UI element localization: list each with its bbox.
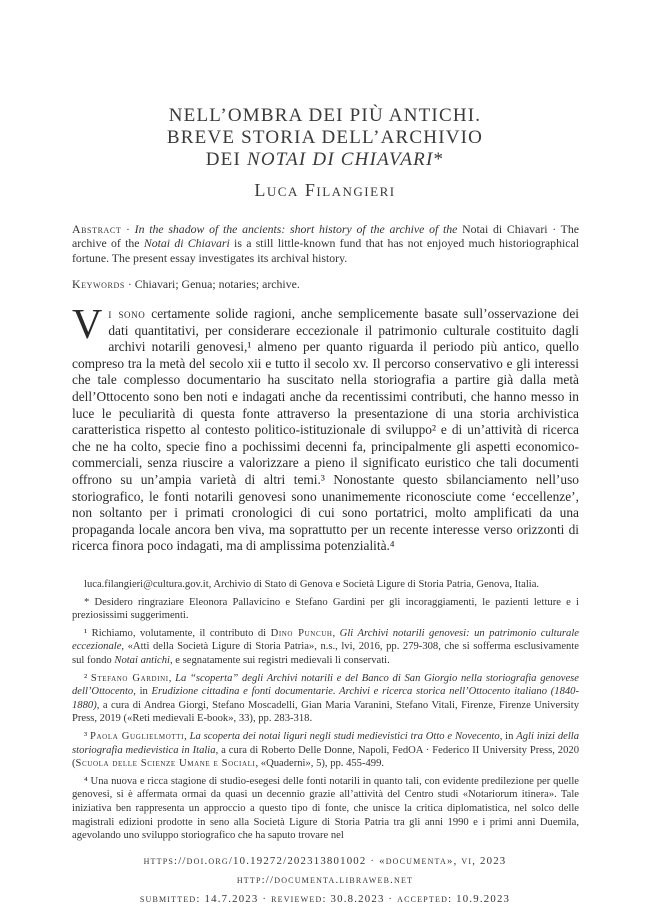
- drop-cap: V: [72, 302, 103, 348]
- keywords-label: Keywords: [72, 277, 125, 291]
- body-first-word: i sono: [108, 306, 146, 321]
- abstract-sep: ·: [121, 222, 135, 236]
- title-line-3: [0, 149, 650, 171]
- fn2-a: ²: [84, 672, 91, 684]
- footnote-2: [72, 672, 579, 726]
- fn3-c: , a cura di Roberto Delle Donne, Napoli, FedOA · Federico II University Press, 2020 (: [72, 744, 579, 770]
- footer-url: http://documenta.libraweb.net: [236, 874, 414, 886]
- footnote-1: [72, 627, 579, 668]
- abstract-sep-2: ·: [547, 222, 561, 236]
- keywords-text: Chiavari; Genua; notaries; archive.: [134, 277, 300, 291]
- abstract-text-before: The archive of the: [72, 222, 580, 251]
- abstract-text-after: is a still little-known fund that has not enjoyed much historiographical fortune. The present essay investigates its archival history.: [72, 236, 579, 265]
- title-line-3-italic: NOTAI DI CHIAVARI: [246, 149, 434, 170]
- fn3-b: , in: [499, 730, 517, 742]
- body-text: certamente solide ragioni, anche semplicemente basate sull’osservazione dei dati quantitativi, per considerare eccezionale il patrimonio culturale costituito dagli archivi notarili genovesi,¹ almeno per quanto riguarda il periodo più antico, quello compreso tra la metà del secolo xii e tutto il secolo xv. Il percorso conservativo e gli interessi che tale complesso documentario ha suscitato nella storiografia a partire già dalla metà dell’Ottocento sono ben noti e indagati anche da recentissimi contributi, che hanno messo in luce le peculiarità di questa fonte attraverso la presentazione di una storia archivistica caratteristica rispetto al contesto politico-istituzionale di sviluppo² e di un’attività di ricerca che ne ha colto, specie fino a pochissimi decenni fa, principalmente gli aspetti economico-commerciali, senza riuscire a valorizzare a pieno il significato euristico che tali documenti offrono su un’ampia varietà di altri temi.³ Nonostante questo sbilanciamento nell’uso storiografico, le fonti notarili genovesi sono unanimemente riconosciute come ‘eccellenze’, non soltanto per i primati cronologici di cui sono portatrici, molto amplificati da una propaganda locale ancora ben viva, ma soprattutto per un recente interesse verso orizzonti di ricerca finora poco indagati, ma di amplissima potenzialità.⁴: [72, 306, 579, 554]
- title-star: *: [433, 149, 445, 170]
- abstract-title-end: Notai di Chiavari: [457, 222, 548, 236]
- fn1-c: , e segnatamente sui registri medievali lì conservati.: [170, 654, 390, 666]
- footnotes: [72, 578, 579, 847]
- fn1-italic-2: Notai antichi: [114, 654, 170, 666]
- fn1-author: Dino Puncuh: [270, 627, 333, 639]
- keywords-sep: ·: [124, 277, 135, 291]
- fn2-sep: ,: [168, 672, 176, 684]
- title-line-2: BREVE STORIA DELL’ARCHIVIO: [166, 127, 484, 148]
- abstract-text-italic: Notai di Chiavari: [143, 236, 230, 251]
- fn3-series: Scuola delle Scienze Umane e Sociali: [75, 758, 256, 770]
- abstract-italic-title: In the shadow of the ancients: short history of the archive of the: [134, 222, 458, 236]
- fn1-b: , «Atti della Società Ligure di Storia Patria», n.s., lvi, 2016, pp. 279-308, che si sofferma esclusivamente sul fondo: [72, 641, 579, 666]
- fn1-a: ¹ Richiamo, volutamente, il contributo di: [84, 627, 271, 639]
- abstract: [72, 222, 579, 265]
- title-line-1: NELL’OMBRA DEI PIÙ ANTICHI.: [168, 105, 482, 126]
- title-line-3-prefix: DEI: [205, 149, 247, 170]
- abstract-label: Abstract: [72, 222, 122, 236]
- fn3-sep: ,: [184, 730, 190, 742]
- acknowledgement-note: * Desidero ringraziare Eleonora Pallavicino e Stefano Gardini per gli incoraggiamenti, le pazienti letture e i preziosissimi suggerimenti.: [72, 596, 579, 622]
- fn3-author: Paola Guglielmotti: [90, 730, 185, 742]
- footnote-4: ⁴ Una nuova e ricca stagione di studio-esegesi delle fonti notarili in quanto tali, con evidente predilezione per quelle genovesi, si è affermata ormai da quasi un decennio grazie all’attività del Centro studi «Notariorum itinera». Tale iniziativa ben rappresenta un approccio a questo tipo di fonte, che unisce la critica diplomatistica, nel solco delle magistrali edizioni prodotte in seno alla Società Ligure di Storia Patria tra gli anni 1990 e i primi anni Duemila, agevolando uno sviluppo storiografico che ha saputo trovare nel: [72, 775, 579, 842]
- affiliation-note: luca.filangieri@cultura.gov.it, Archivio di Stato di Genova e Società Ligure di Storia Patria, Genova, Italia.: [84, 579, 540, 590]
- fn2-b: , in: [133, 686, 152, 698]
- fn3-d: , «Quaderni», 5), pp. 455-499.: [255, 758, 385, 770]
- keywords: [72, 277, 579, 291]
- fn3-italic-2: Agli inizi della storiografia medievistica in Italia: [72, 730, 580, 756]
- fn2-author: Stefano Gardini: [90, 672, 169, 684]
- fn1-italic: Gli Archivi notarili genovesi: un patrimonio culturale eccezionale: [72, 627, 579, 653]
- fn2-italic-2: Erudizione cittadina e fonti documentarie. Archivi e ricerca storica nell’Ottocento italiano (1840-1880): [72, 686, 579, 711]
- fn3-a: ³: [84, 730, 91, 742]
- fn2-c: , a cura di Andrea Giorgi, Stefano Moscadelli, Gian Maria Varanini, Stefano Vitali, Firenze, Firenze University Press, 2019 («Reti medievali E-book», 33), pp. 283-318.: [72, 699, 579, 725]
- footnote-3: [72, 730, 579, 771]
- fn1-sep: ,: [332, 627, 340, 639]
- footer-doi: https://doi.org/10.19272/202313801002 · «documenta», vi, 2023: [143, 855, 507, 867]
- fn2-italic: La “scoperta” degli Archivi notarili e del Banco di San Giorgio nella storiografia genovese dell’Ottocento: [72, 672, 580, 698]
- footer-dates: submitted: 14.7.2023 · reviewed: 30.8.2023 · accepted: 10.9.2023: [139, 893, 511, 905]
- author-name: Luca Filangieri: [254, 180, 396, 200]
- fn3-italic: La scoperta dei notai liguri negli studi medievistici tra Otto e Novecento: [189, 730, 500, 742]
- body-paragraph: [72, 302, 579, 555]
